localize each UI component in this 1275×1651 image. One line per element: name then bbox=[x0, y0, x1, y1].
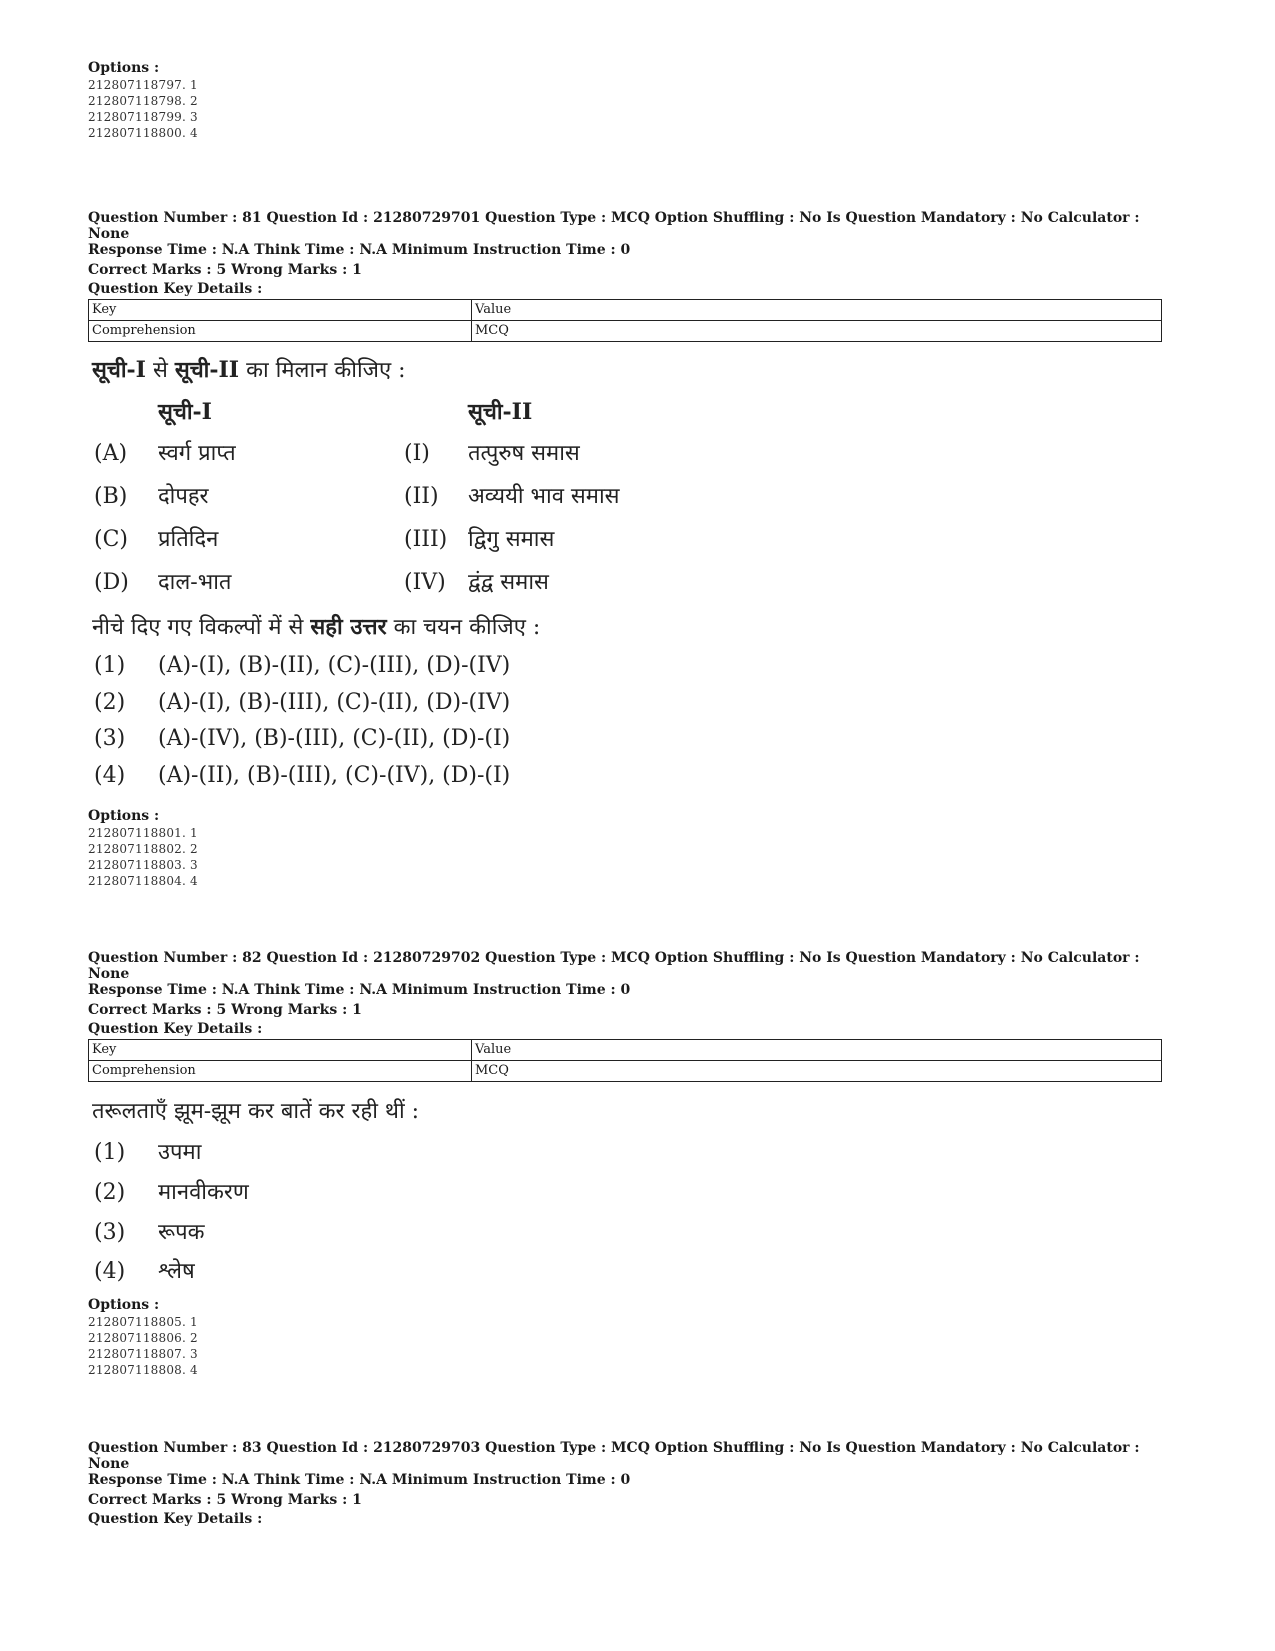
table-header-value: Value bbox=[472, 300, 1162, 321]
question-meta-line: Response Time : N.A Think Time : N.A Minimum Instruction Time : 0 bbox=[88, 1472, 631, 1488]
question-text: से bbox=[145, 358, 175, 383]
key-details-label: Question Key Details : bbox=[88, 1511, 263, 1527]
question-meta-line: Question Number : 83 Question Id : 21280729703 Question Type : MCQ Option Shuffling : No Is Question Mandatory : No Calculator : None bbox=[88, 1440, 1140, 1472]
question-bold-text: सूची-II bbox=[174, 357, 240, 383]
table-cell-value: MCQ bbox=[472, 1061, 1162, 1082]
key-details-label: Question Key Details : bbox=[88, 1021, 263, 1037]
choice-number: (2) bbox=[94, 1180, 126, 1205]
key-value-table bbox=[88, 1039, 1162, 1082]
instruction-bold: सही उत्तर bbox=[310, 614, 387, 640]
list2-tag: (III) bbox=[404, 527, 448, 552]
question-meta-line: Response Time : N.A Think Time : N.A Minimum Instruction Time : 0 bbox=[88, 982, 631, 998]
option-id: 212807118807. 3 bbox=[88, 1347, 198, 1361]
instruction-part: का चयन कीजिए : bbox=[386, 615, 541, 640]
question-meta-line: Question Number : 82 Question Id : 21280729702 Question Type : MCQ Option Shuffling : No Is Question Mandatory : No Calculator : None bbox=[88, 950, 1140, 982]
table-cell-key: Comprehension bbox=[89, 1061, 472, 1082]
option-id: 212807118804. 4 bbox=[88, 874, 198, 888]
options-label: Options : bbox=[88, 60, 160, 76]
choice-number: (4) bbox=[94, 763, 126, 788]
choice-text: मानवीकरण bbox=[158, 1180, 249, 1205]
question-81-text bbox=[92, 356, 406, 385]
list1-item: दाल-भात bbox=[158, 570, 232, 595]
options-list bbox=[88, 825, 198, 889]
table-cell-value: MCQ bbox=[472, 321, 1162, 342]
list2-item: द्विगु समास bbox=[468, 527, 555, 552]
question-81-meta bbox=[88, 210, 1178, 342]
choice-number: (2) bbox=[94, 690, 126, 715]
table-header-key: Key bbox=[89, 1040, 472, 1061]
table-cell-key: Comprehension bbox=[89, 321, 472, 342]
option-id: 212807118801. 1 bbox=[88, 826, 198, 840]
list1-tag: (C) bbox=[94, 527, 128, 552]
instruction-part: नीचे दिए गए विकल्पों में से bbox=[92, 615, 311, 640]
list2-item: तत्पुरुष समास bbox=[468, 441, 580, 466]
question-81-options bbox=[88, 808, 198, 889]
list1-item: स्वर्ग प्राप्त bbox=[158, 441, 236, 466]
list2-item: अव्ययी भाव समास bbox=[468, 484, 620, 509]
list2-item: द्वंद्व समास bbox=[468, 570, 549, 595]
list1-tag: (D) bbox=[94, 570, 129, 595]
choice-number: (3) bbox=[94, 726, 126, 751]
option-id: 212807118805. 1 bbox=[88, 1315, 198, 1329]
choice-number: (3) bbox=[94, 1220, 126, 1245]
choice-text: (A)-(IV), (B)-(III), (C)-(II), (D)-(I) bbox=[158, 726, 511, 751]
list1-heading: सूची-I bbox=[158, 399, 212, 425]
list1-tag: (A) bbox=[94, 441, 128, 466]
question-bold-text: सूची-I bbox=[92, 357, 146, 383]
top-options-block bbox=[88, 60, 198, 141]
list2-tag: (II) bbox=[404, 484, 439, 509]
question-meta-line: Question Number : 81 Question Id : 21280729701 Question Type : MCQ Option Shuffling : No Is Question Mandatory : No Calculator : None bbox=[88, 210, 1140, 242]
options-list bbox=[88, 1314, 198, 1378]
key-value-table bbox=[88, 299, 1162, 342]
choice-text: (A)-(I), (B)-(III), (C)-(II), (D)-(IV) bbox=[158, 690, 511, 715]
option-id: 212807118803. 3 bbox=[88, 858, 198, 872]
list2-tag: (I) bbox=[404, 441, 430, 466]
question-text: का मिलान कीजिए : bbox=[239, 358, 406, 383]
marks-line: Correct Marks : 5 Wrong Marks : 1 bbox=[88, 1002, 362, 1018]
question-meta-line: Response Time : N.A Think Time : N.A Minimum Instruction Time : 0 bbox=[88, 242, 631, 258]
options-list bbox=[88, 77, 198, 141]
instruction-text bbox=[92, 613, 540, 642]
list1-tag: (B) bbox=[94, 484, 128, 509]
option-id: 212807118802. 2 bbox=[88, 842, 198, 856]
choice-text: (A)-(I), (B)-(II), (C)-(III), (D)-(IV) bbox=[158, 653, 511, 678]
option-id: 212807118806. 2 bbox=[88, 1331, 198, 1345]
list1-item: दोपहर bbox=[158, 484, 209, 509]
choice-text: श्लेष bbox=[158, 1259, 195, 1284]
option-id: 212807118797. 1 bbox=[88, 78, 198, 92]
question-82-meta bbox=[88, 950, 1178, 1082]
question-82-text: तरूलताएँ झूम-झूम कर बातें कर रही थीं : bbox=[92, 1099, 420, 1124]
options-label: Options : bbox=[88, 1297, 160, 1313]
option-id: 212807118808. 4 bbox=[88, 1363, 198, 1377]
options-label: Options : bbox=[88, 808, 160, 824]
choice-text: (A)-(II), (B)-(III), (C)-(IV), (D)-(I) bbox=[158, 763, 511, 788]
option-id: 212807118800. 4 bbox=[88, 126, 198, 140]
list1-item: प्रतिदिन bbox=[158, 527, 219, 552]
choice-number: (4) bbox=[94, 1259, 126, 1284]
question-82-options bbox=[88, 1297, 198, 1378]
marks-line: Correct Marks : 5 Wrong Marks : 1 bbox=[88, 1492, 362, 1508]
option-id: 212807118798. 2 bbox=[88, 94, 198, 108]
list2-tag: (IV) bbox=[404, 570, 446, 595]
key-details-label: Question Key Details : bbox=[88, 281, 263, 297]
choice-number: (1) bbox=[94, 1140, 126, 1165]
table-header-key: Key bbox=[89, 300, 472, 321]
choice-number: (1) bbox=[94, 653, 126, 678]
choice-text: उपमा bbox=[158, 1140, 202, 1165]
choice-text: रूपक bbox=[158, 1220, 205, 1245]
marks-line: Correct Marks : 5 Wrong Marks : 1 bbox=[88, 262, 362, 278]
table-header-value: Value bbox=[472, 1040, 1162, 1061]
option-id: 212807118799. 3 bbox=[88, 110, 198, 124]
question-83-meta bbox=[88, 1440, 1178, 1527]
list2-heading: सूची-II bbox=[468, 399, 533, 425]
